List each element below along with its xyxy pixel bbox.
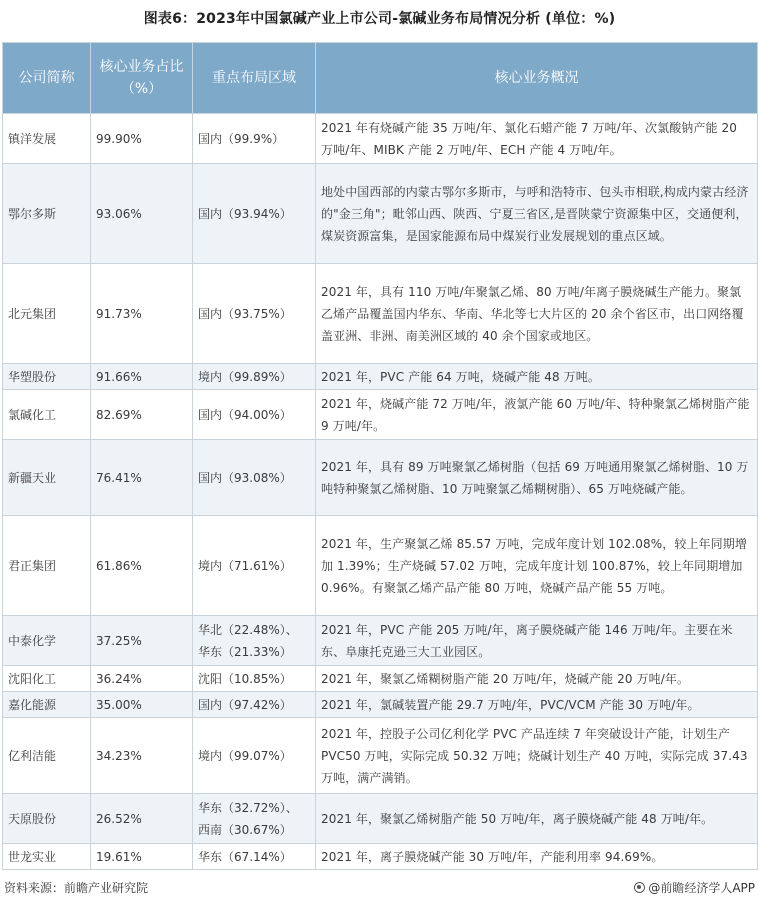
company-name: 亿利洁能 (3, 718, 91, 794)
table-row (3, 666, 758, 692)
core-share: 99.90% (91, 114, 193, 164)
table-row (3, 692, 758, 718)
region: 国内（93.08%） (193, 440, 316, 516)
core-share: 91.66% (91, 364, 193, 390)
table-row (3, 844, 758, 870)
brand-credit (634, 879, 755, 896)
region: 国内（93.75%） (193, 264, 316, 364)
region: 境内（99.07%） (193, 718, 316, 794)
company-table (2, 42, 758, 870)
business-summary: 2021 年，氯碱装置产能 29.7 万吨/年，PVC/VCM 产能 30 万吨/年。 (316, 692, 758, 718)
business-summary: 2021 年，生产聚氯乙烯 85.57 万吨，完成年度计划 102.08%，较上年同期增加 1.39%；生产烧碱 57.02 万吨，完成年度计划 100.87%，较上年同期增加 0.96%。有聚氯乙烯产品产能 80 万吨，烧碱产品产能 55 万吨。 (316, 516, 758, 616)
region: 华北（22.48%）、 华东（21.33%） (193, 616, 316, 666)
chart-title: 图表6：2023年中国氯碱产业上市公司-氯碱业务布局情况分析 (单位：%) (143, 11, 616, 27)
region: 境内（71.61%） (193, 516, 316, 616)
core-share: 93.06% (91, 164, 193, 264)
brand-label: @前瞻经济学人APP (648, 881, 755, 895)
company-name: 鄂尔多斯 (3, 164, 91, 264)
table-row (3, 718, 758, 794)
table-row (3, 794, 758, 844)
company-name: 沈阳化工 (3, 666, 91, 692)
core-share: 34.23% (91, 718, 193, 794)
header-company: 公司简称 (3, 43, 91, 114)
company-name: 嘉化能源 (3, 692, 91, 718)
table-row (3, 440, 758, 516)
core-share: 35.00% (91, 692, 193, 718)
business-summary: 2021 年，PVC 产能 64 万吨，烧碱产能 48 万吨。 (316, 364, 758, 390)
business-summary: 2021 年有烧碱产能 35 万吨/年、氯化石蜡产能 7 万吨/年、次氯酸钠产能 20 万吨/年、MIBK 产能 2 万吨/年、ECH 产能 4 万吨/年。 (316, 114, 758, 164)
business-summary: 2021 年，具有 89 万吨聚氯乙烯树脂（包括 69 万吨通用聚氯乙烯树脂、10 万吨特种聚氯乙烯树脂、10 万吨聚氯乙烯糊树脂）、65 万吨烧碱产能。 (316, 440, 758, 516)
company-name: 君正集团 (3, 516, 91, 616)
table-row (3, 616, 758, 666)
company-name: 镇洋发展 (3, 114, 91, 164)
company-name: 北元集团 (3, 264, 91, 364)
region: 华东（32.72%）、 西南（30.67%） (193, 794, 316, 844)
footer (4, 879, 755, 899)
table-row (3, 164, 758, 264)
region: 国内（94.00%） (193, 390, 316, 440)
company-name: 天原股份 (3, 794, 91, 844)
core-share: 61.86% (91, 516, 193, 616)
region: 国内（99.9%） (193, 114, 316, 164)
company-name: 氯碱化工 (3, 390, 91, 440)
core-share: 19.61% (91, 844, 193, 870)
region: 境内（99.89%） (193, 364, 316, 390)
company-name: 新疆天业 (3, 440, 91, 516)
company-name: 华塑股份 (3, 364, 91, 390)
business-summary: 2021 年，聚氯乙烯糊树脂产能 20 万吨/年，烧碱产能 20 万吨/年。 (316, 666, 758, 692)
business-summary: 2021 年，离子膜烧碱产能 30 万吨/年，产能利用率 94.69%。 (316, 844, 758, 870)
business-summary: 2021 年，聚氯乙烯树脂产能 50 万吨/年，离子膜烧碱产能 48 万吨/年。 (316, 794, 758, 844)
business-summary: 地处中国西部的内蒙古鄂尔多斯市，与呼和浩特市、包头市相联,构成内蒙古经济的"金三角"；毗邻山西、陕西、宁夏三省区,是晋陕蒙宁资源集中区，交通便利，煤炭资源富集，是国家能源布局中煤炭行业发展规划的重点区域。 (316, 164, 758, 264)
core-share: 82.69% (91, 390, 193, 440)
source-note: 资料来源：前瞻产业研究院 (4, 881, 149, 895)
logo-circle-icon (634, 882, 645, 893)
business-summary: 2021 年，烧碱产能 72 万吨/年，液氯产能 60 万吨/年、特种聚氯乙烯树脂产能 9 万吨/年。 (316, 390, 758, 440)
table-row (3, 390, 758, 440)
table-row (3, 516, 758, 616)
region: 国内（93.94%） (193, 164, 316, 264)
header-region: 重点布局区域 (193, 43, 316, 114)
region: 国内（97.42%） (193, 692, 316, 718)
core-share: 36.24% (91, 666, 193, 692)
header-share: 核心业务占比（%） (91, 43, 193, 114)
core-share: 26.52% (91, 794, 193, 844)
core-share: 76.41% (91, 440, 193, 516)
table-row (3, 364, 758, 390)
core-share: 37.25% (91, 616, 193, 666)
header-summary: 核心业务概况 (316, 43, 758, 114)
business-summary: 2021 年，具有 110 万吨/年聚氯乙烯、80 万吨/年离子膜烧碱生产能力。聚氯乙烯产品覆盖国内华东、华南、华北等七大片区的 20 余个省区市，出口网络覆盖亚洲、非洲、南美洲区域的 40 余个国家或地区。 (316, 264, 758, 364)
company-name: 世龙实业 (3, 844, 91, 870)
table-row (3, 264, 758, 364)
company-name: 中泰化学 (3, 616, 91, 666)
business-summary: 2021 年，控股子公司亿利化学 PVC 产品连续 7 年突破设计产能，计划生产 PVC50 万吨，实际完成 50.32 万吨；烧碱计划生产 40 万吨，实际完成 37.43 万吨，满产满销。 (316, 718, 758, 794)
region: 华东（67.14%） (193, 844, 316, 870)
header-row (3, 43, 758, 114)
region: 沈阳（10.85%） (193, 666, 316, 692)
table-row (3, 114, 758, 164)
core-share: 91.73% (91, 264, 193, 364)
business-summary: 2021 年，PVC 产能 205 万吨/年，离子膜烧碱产能 146 万吨/年。主要在米东、阜康托克逊三大工业园区。 (316, 616, 758, 666)
